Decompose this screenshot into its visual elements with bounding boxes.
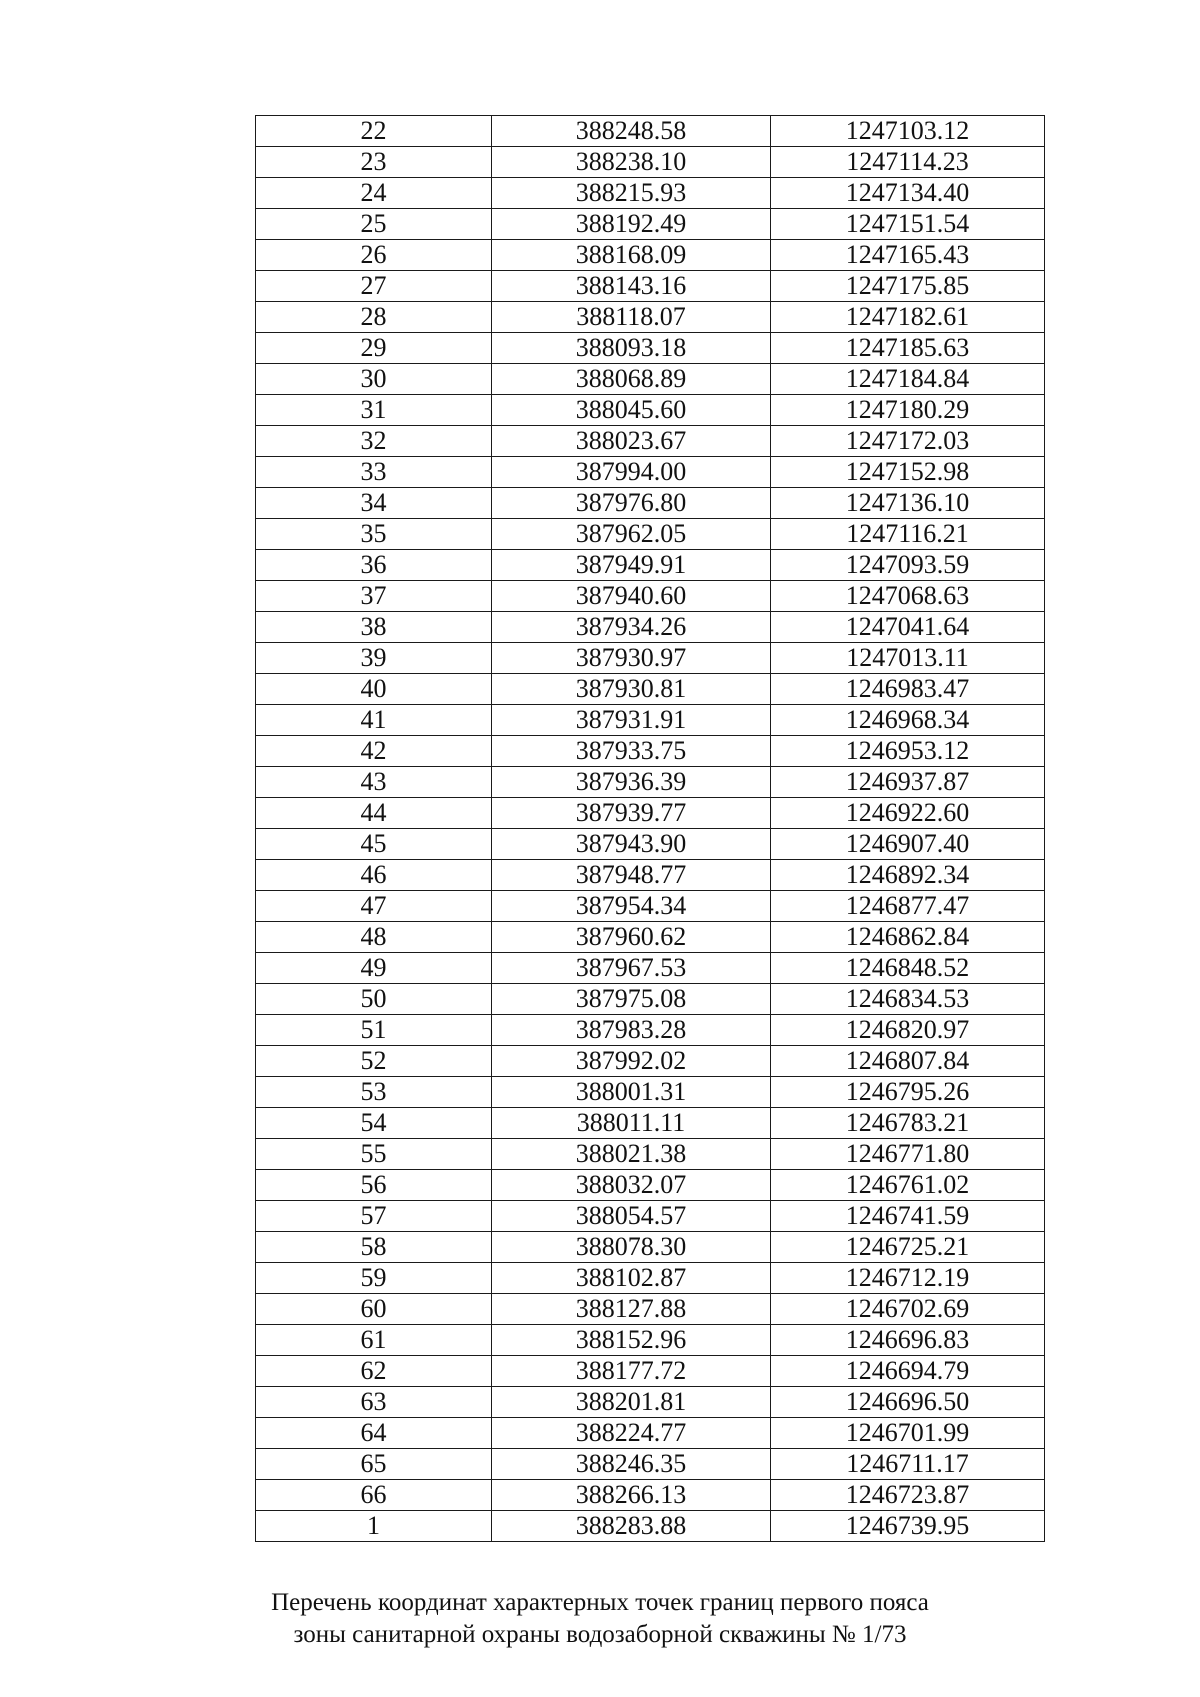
point-number-cell: 30 bbox=[256, 364, 492, 395]
coordinates-table-body bbox=[256, 116, 1045, 1542]
x-coordinate-cell: 388266.13 bbox=[492, 1480, 771, 1511]
y-coordinate-cell: 1246771.80 bbox=[771, 1139, 1045, 1170]
table-row bbox=[256, 1480, 1045, 1511]
table-row bbox=[256, 984, 1045, 1015]
y-coordinate-cell: 1247182.61 bbox=[771, 302, 1045, 333]
table-row bbox=[256, 488, 1045, 519]
x-coordinate-cell: 387975.08 bbox=[492, 984, 771, 1015]
x-coordinate-cell: 388011.11 bbox=[492, 1108, 771, 1139]
x-coordinate-cell: 388127.88 bbox=[492, 1294, 771, 1325]
y-coordinate-cell: 1246783.21 bbox=[771, 1108, 1045, 1139]
table-row bbox=[256, 1170, 1045, 1201]
x-coordinate-cell: 387976.80 bbox=[492, 488, 771, 519]
y-coordinate-cell: 1246983.47 bbox=[771, 674, 1045, 705]
point-number-cell: 31 bbox=[256, 395, 492, 426]
x-coordinate-cell: 387930.81 bbox=[492, 674, 771, 705]
point-number-cell: 58 bbox=[256, 1232, 492, 1263]
table-row bbox=[256, 860, 1045, 891]
y-coordinate-cell: 1247151.54 bbox=[771, 209, 1045, 240]
y-coordinate-cell: 1247093.59 bbox=[771, 550, 1045, 581]
point-number-cell: 39 bbox=[256, 643, 492, 674]
point-number-cell: 56 bbox=[256, 1170, 492, 1201]
y-coordinate-cell: 1246761.02 bbox=[771, 1170, 1045, 1201]
point-number-cell: 44 bbox=[256, 798, 492, 829]
point-number-cell: 66 bbox=[256, 1480, 492, 1511]
y-coordinate-cell: 1247103.12 bbox=[771, 116, 1045, 147]
table-row bbox=[256, 1418, 1045, 1449]
x-coordinate-cell: 388246.35 bbox=[492, 1449, 771, 1480]
y-coordinate-cell: 1246741.59 bbox=[771, 1201, 1045, 1232]
x-coordinate-cell: 388023.67 bbox=[492, 426, 771, 457]
point-number-cell: 49 bbox=[256, 953, 492, 984]
y-coordinate-cell: 1246953.12 bbox=[771, 736, 1045, 767]
table-row bbox=[256, 1387, 1045, 1418]
x-coordinate-cell: 387933.75 bbox=[492, 736, 771, 767]
x-coordinate-cell: 388192.49 bbox=[492, 209, 771, 240]
caption-line-1: Перечень координат характерных точек границ первого пояса bbox=[271, 1589, 929, 1616]
x-coordinate-cell: 387967.53 bbox=[492, 953, 771, 984]
x-coordinate-cell: 387934.26 bbox=[492, 612, 771, 643]
point-number-cell: 35 bbox=[256, 519, 492, 550]
table-row bbox=[256, 798, 1045, 829]
y-coordinate-cell: 1246820.97 bbox=[771, 1015, 1045, 1046]
y-coordinate-cell: 1247184.84 bbox=[771, 364, 1045, 395]
point-number-cell: 57 bbox=[256, 1201, 492, 1232]
x-coordinate-cell: 388201.81 bbox=[492, 1387, 771, 1418]
table-row bbox=[256, 674, 1045, 705]
y-coordinate-cell: 1246807.84 bbox=[771, 1046, 1045, 1077]
table-row bbox=[256, 643, 1045, 674]
x-coordinate-cell: 387931.91 bbox=[492, 705, 771, 736]
point-number-cell: 65 bbox=[256, 1449, 492, 1480]
y-coordinate-cell: 1247152.98 bbox=[771, 457, 1045, 488]
table-row bbox=[256, 1015, 1045, 1046]
point-number-cell: 36 bbox=[256, 550, 492, 581]
point-number-cell: 60 bbox=[256, 1294, 492, 1325]
x-coordinate-cell: 387992.02 bbox=[492, 1046, 771, 1077]
point-number-cell: 37 bbox=[256, 581, 492, 612]
x-coordinate-cell: 388143.16 bbox=[492, 271, 771, 302]
y-coordinate-cell: 1247165.43 bbox=[771, 240, 1045, 271]
y-coordinate-cell: 1247041.64 bbox=[771, 612, 1045, 643]
table-row bbox=[256, 612, 1045, 643]
point-number-cell: 61 bbox=[256, 1325, 492, 1356]
point-number-cell: 52 bbox=[256, 1046, 492, 1077]
x-coordinate-cell: 388068.89 bbox=[492, 364, 771, 395]
y-coordinate-cell: 1246711.17 bbox=[771, 1449, 1045, 1480]
y-coordinate-cell: 1246712.19 bbox=[771, 1263, 1045, 1294]
table-row bbox=[256, 891, 1045, 922]
y-coordinate-cell: 1246795.26 bbox=[771, 1077, 1045, 1108]
x-coordinate-cell: 388283.88 bbox=[492, 1511, 771, 1542]
table-row bbox=[256, 209, 1045, 240]
x-coordinate-cell: 387936.39 bbox=[492, 767, 771, 798]
point-number-cell: 64 bbox=[256, 1418, 492, 1449]
table-caption bbox=[200, 1587, 1000, 1651]
x-coordinate-cell: 388102.87 bbox=[492, 1263, 771, 1294]
table-row bbox=[256, 736, 1045, 767]
x-coordinate-cell: 388118.07 bbox=[492, 302, 771, 333]
x-coordinate-cell: 387962.05 bbox=[492, 519, 771, 550]
y-coordinate-cell: 1246696.50 bbox=[771, 1387, 1045, 1418]
y-coordinate-cell: 1246968.34 bbox=[771, 705, 1045, 736]
table-row bbox=[256, 116, 1045, 147]
point-number-cell: 22 bbox=[256, 116, 492, 147]
y-coordinate-cell: 1246907.40 bbox=[771, 829, 1045, 860]
x-coordinate-cell: 387994.00 bbox=[492, 457, 771, 488]
y-coordinate-cell: 1246937.87 bbox=[771, 767, 1045, 798]
point-number-cell: 25 bbox=[256, 209, 492, 240]
point-number-cell: 46 bbox=[256, 860, 492, 891]
x-coordinate-cell: 388093.18 bbox=[492, 333, 771, 364]
point-number-cell: 38 bbox=[256, 612, 492, 643]
table-row bbox=[256, 581, 1045, 612]
x-coordinate-cell: 388177.72 bbox=[492, 1356, 771, 1387]
table-row bbox=[256, 240, 1045, 271]
y-coordinate-cell: 1246701.99 bbox=[771, 1418, 1045, 1449]
y-coordinate-cell: 1247114.23 bbox=[771, 147, 1045, 178]
table-row bbox=[256, 767, 1045, 798]
x-coordinate-cell: 388001.31 bbox=[492, 1077, 771, 1108]
table-row bbox=[256, 1356, 1045, 1387]
y-coordinate-cell: 1247068.63 bbox=[771, 581, 1045, 612]
x-coordinate-cell: 388224.77 bbox=[492, 1418, 771, 1449]
table-row bbox=[256, 333, 1045, 364]
point-number-cell: 59 bbox=[256, 1263, 492, 1294]
y-coordinate-cell: 1246725.21 bbox=[771, 1232, 1045, 1263]
point-number-cell: 53 bbox=[256, 1077, 492, 1108]
y-coordinate-cell: 1246848.52 bbox=[771, 953, 1045, 984]
x-coordinate-cell: 387960.62 bbox=[492, 922, 771, 953]
x-coordinate-cell: 388152.96 bbox=[492, 1325, 771, 1356]
table-row bbox=[256, 1139, 1045, 1170]
point-number-cell: 23 bbox=[256, 147, 492, 178]
table-row bbox=[256, 271, 1045, 302]
x-coordinate-cell: 388054.57 bbox=[492, 1201, 771, 1232]
table-row bbox=[256, 1108, 1045, 1139]
x-coordinate-cell: 388248.58 bbox=[492, 116, 771, 147]
point-number-cell: 55 bbox=[256, 1139, 492, 1170]
point-number-cell: 34 bbox=[256, 488, 492, 519]
point-number-cell: 43 bbox=[256, 767, 492, 798]
y-coordinate-cell: 1246694.79 bbox=[771, 1356, 1045, 1387]
table-row bbox=[256, 395, 1045, 426]
table-row bbox=[256, 426, 1045, 457]
table-row bbox=[256, 705, 1045, 736]
table-row bbox=[256, 1232, 1045, 1263]
y-coordinate-cell: 1247134.40 bbox=[771, 178, 1045, 209]
caption-line-2: зоны санитарной охраны водозаборной скважины № 1/73 bbox=[293, 1621, 907, 1648]
x-coordinate-cell: 387954.34 bbox=[492, 891, 771, 922]
y-coordinate-cell: 1247013.11 bbox=[771, 643, 1045, 674]
table-row bbox=[256, 1077, 1045, 1108]
table-row bbox=[256, 550, 1045, 581]
point-number-cell: 51 bbox=[256, 1015, 492, 1046]
x-coordinate-cell: 387940.60 bbox=[492, 581, 771, 612]
table-row bbox=[256, 1263, 1045, 1294]
point-number-cell: 40 bbox=[256, 674, 492, 705]
point-number-cell: 33 bbox=[256, 457, 492, 488]
y-coordinate-cell: 1246862.84 bbox=[771, 922, 1045, 953]
table-row bbox=[256, 1294, 1045, 1325]
table-row bbox=[256, 953, 1045, 984]
y-coordinate-cell: 1246723.87 bbox=[771, 1480, 1045, 1511]
y-coordinate-cell: 1246696.83 bbox=[771, 1325, 1045, 1356]
table-row bbox=[256, 829, 1045, 860]
x-coordinate-cell: 388032.07 bbox=[492, 1170, 771, 1201]
table-row bbox=[256, 147, 1045, 178]
point-number-cell: 28 bbox=[256, 302, 492, 333]
y-coordinate-cell: 1246702.69 bbox=[771, 1294, 1045, 1325]
table-row bbox=[256, 1325, 1045, 1356]
x-coordinate-cell: 387939.77 bbox=[492, 798, 771, 829]
x-coordinate-cell: 388215.93 bbox=[492, 178, 771, 209]
y-coordinate-cell: 1246892.34 bbox=[771, 860, 1045, 891]
point-number-cell: 48 bbox=[256, 922, 492, 953]
x-coordinate-cell: 387943.90 bbox=[492, 829, 771, 860]
point-number-cell: 32 bbox=[256, 426, 492, 457]
y-coordinate-cell: 1246877.47 bbox=[771, 891, 1045, 922]
point-number-cell: 45 bbox=[256, 829, 492, 860]
table-row bbox=[256, 922, 1045, 953]
table-row bbox=[256, 1449, 1045, 1480]
point-number-cell: 63 bbox=[256, 1387, 492, 1418]
table-row bbox=[256, 364, 1045, 395]
point-number-cell: 42 bbox=[256, 736, 492, 767]
y-coordinate-cell: 1246922.60 bbox=[771, 798, 1045, 829]
y-coordinate-cell: 1246739.95 bbox=[771, 1511, 1045, 1542]
x-coordinate-cell: 387983.28 bbox=[492, 1015, 771, 1046]
y-coordinate-cell: 1247175.85 bbox=[771, 271, 1045, 302]
point-number-cell: 50 bbox=[256, 984, 492, 1015]
point-number-cell: 41 bbox=[256, 705, 492, 736]
point-number-cell: 62 bbox=[256, 1356, 492, 1387]
point-number-cell: 54 bbox=[256, 1108, 492, 1139]
y-coordinate-cell: 1247180.29 bbox=[771, 395, 1045, 426]
table-row bbox=[256, 1046, 1045, 1077]
point-number-cell: 24 bbox=[256, 178, 492, 209]
table-row bbox=[256, 457, 1045, 488]
point-number-cell: 29 bbox=[256, 333, 492, 364]
y-coordinate-cell: 1246834.53 bbox=[771, 984, 1045, 1015]
point-number-cell: 1 bbox=[256, 1511, 492, 1542]
point-number-cell: 27 bbox=[256, 271, 492, 302]
x-coordinate-cell: 388168.09 bbox=[492, 240, 771, 271]
table-row bbox=[256, 302, 1045, 333]
table-row bbox=[256, 519, 1045, 550]
y-coordinate-cell: 1247172.03 bbox=[771, 426, 1045, 457]
x-coordinate-cell: 388078.30 bbox=[492, 1232, 771, 1263]
y-coordinate-cell: 1247116.21 bbox=[771, 519, 1045, 550]
x-coordinate-cell: 388021.38 bbox=[492, 1139, 771, 1170]
table-row bbox=[256, 1511, 1045, 1542]
point-number-cell: 47 bbox=[256, 891, 492, 922]
y-coordinate-cell: 1247185.63 bbox=[771, 333, 1045, 364]
x-coordinate-cell: 387949.91 bbox=[492, 550, 771, 581]
coordinates-table bbox=[255, 115, 1045, 1542]
y-coordinate-cell: 1247136.10 bbox=[771, 488, 1045, 519]
x-coordinate-cell: 388238.10 bbox=[492, 147, 771, 178]
x-coordinate-cell: 388045.60 bbox=[492, 395, 771, 426]
table-row bbox=[256, 1201, 1045, 1232]
x-coordinate-cell: 387930.97 bbox=[492, 643, 771, 674]
x-coordinate-cell: 387948.77 bbox=[492, 860, 771, 891]
point-number-cell: 26 bbox=[256, 240, 492, 271]
table-row bbox=[256, 178, 1045, 209]
